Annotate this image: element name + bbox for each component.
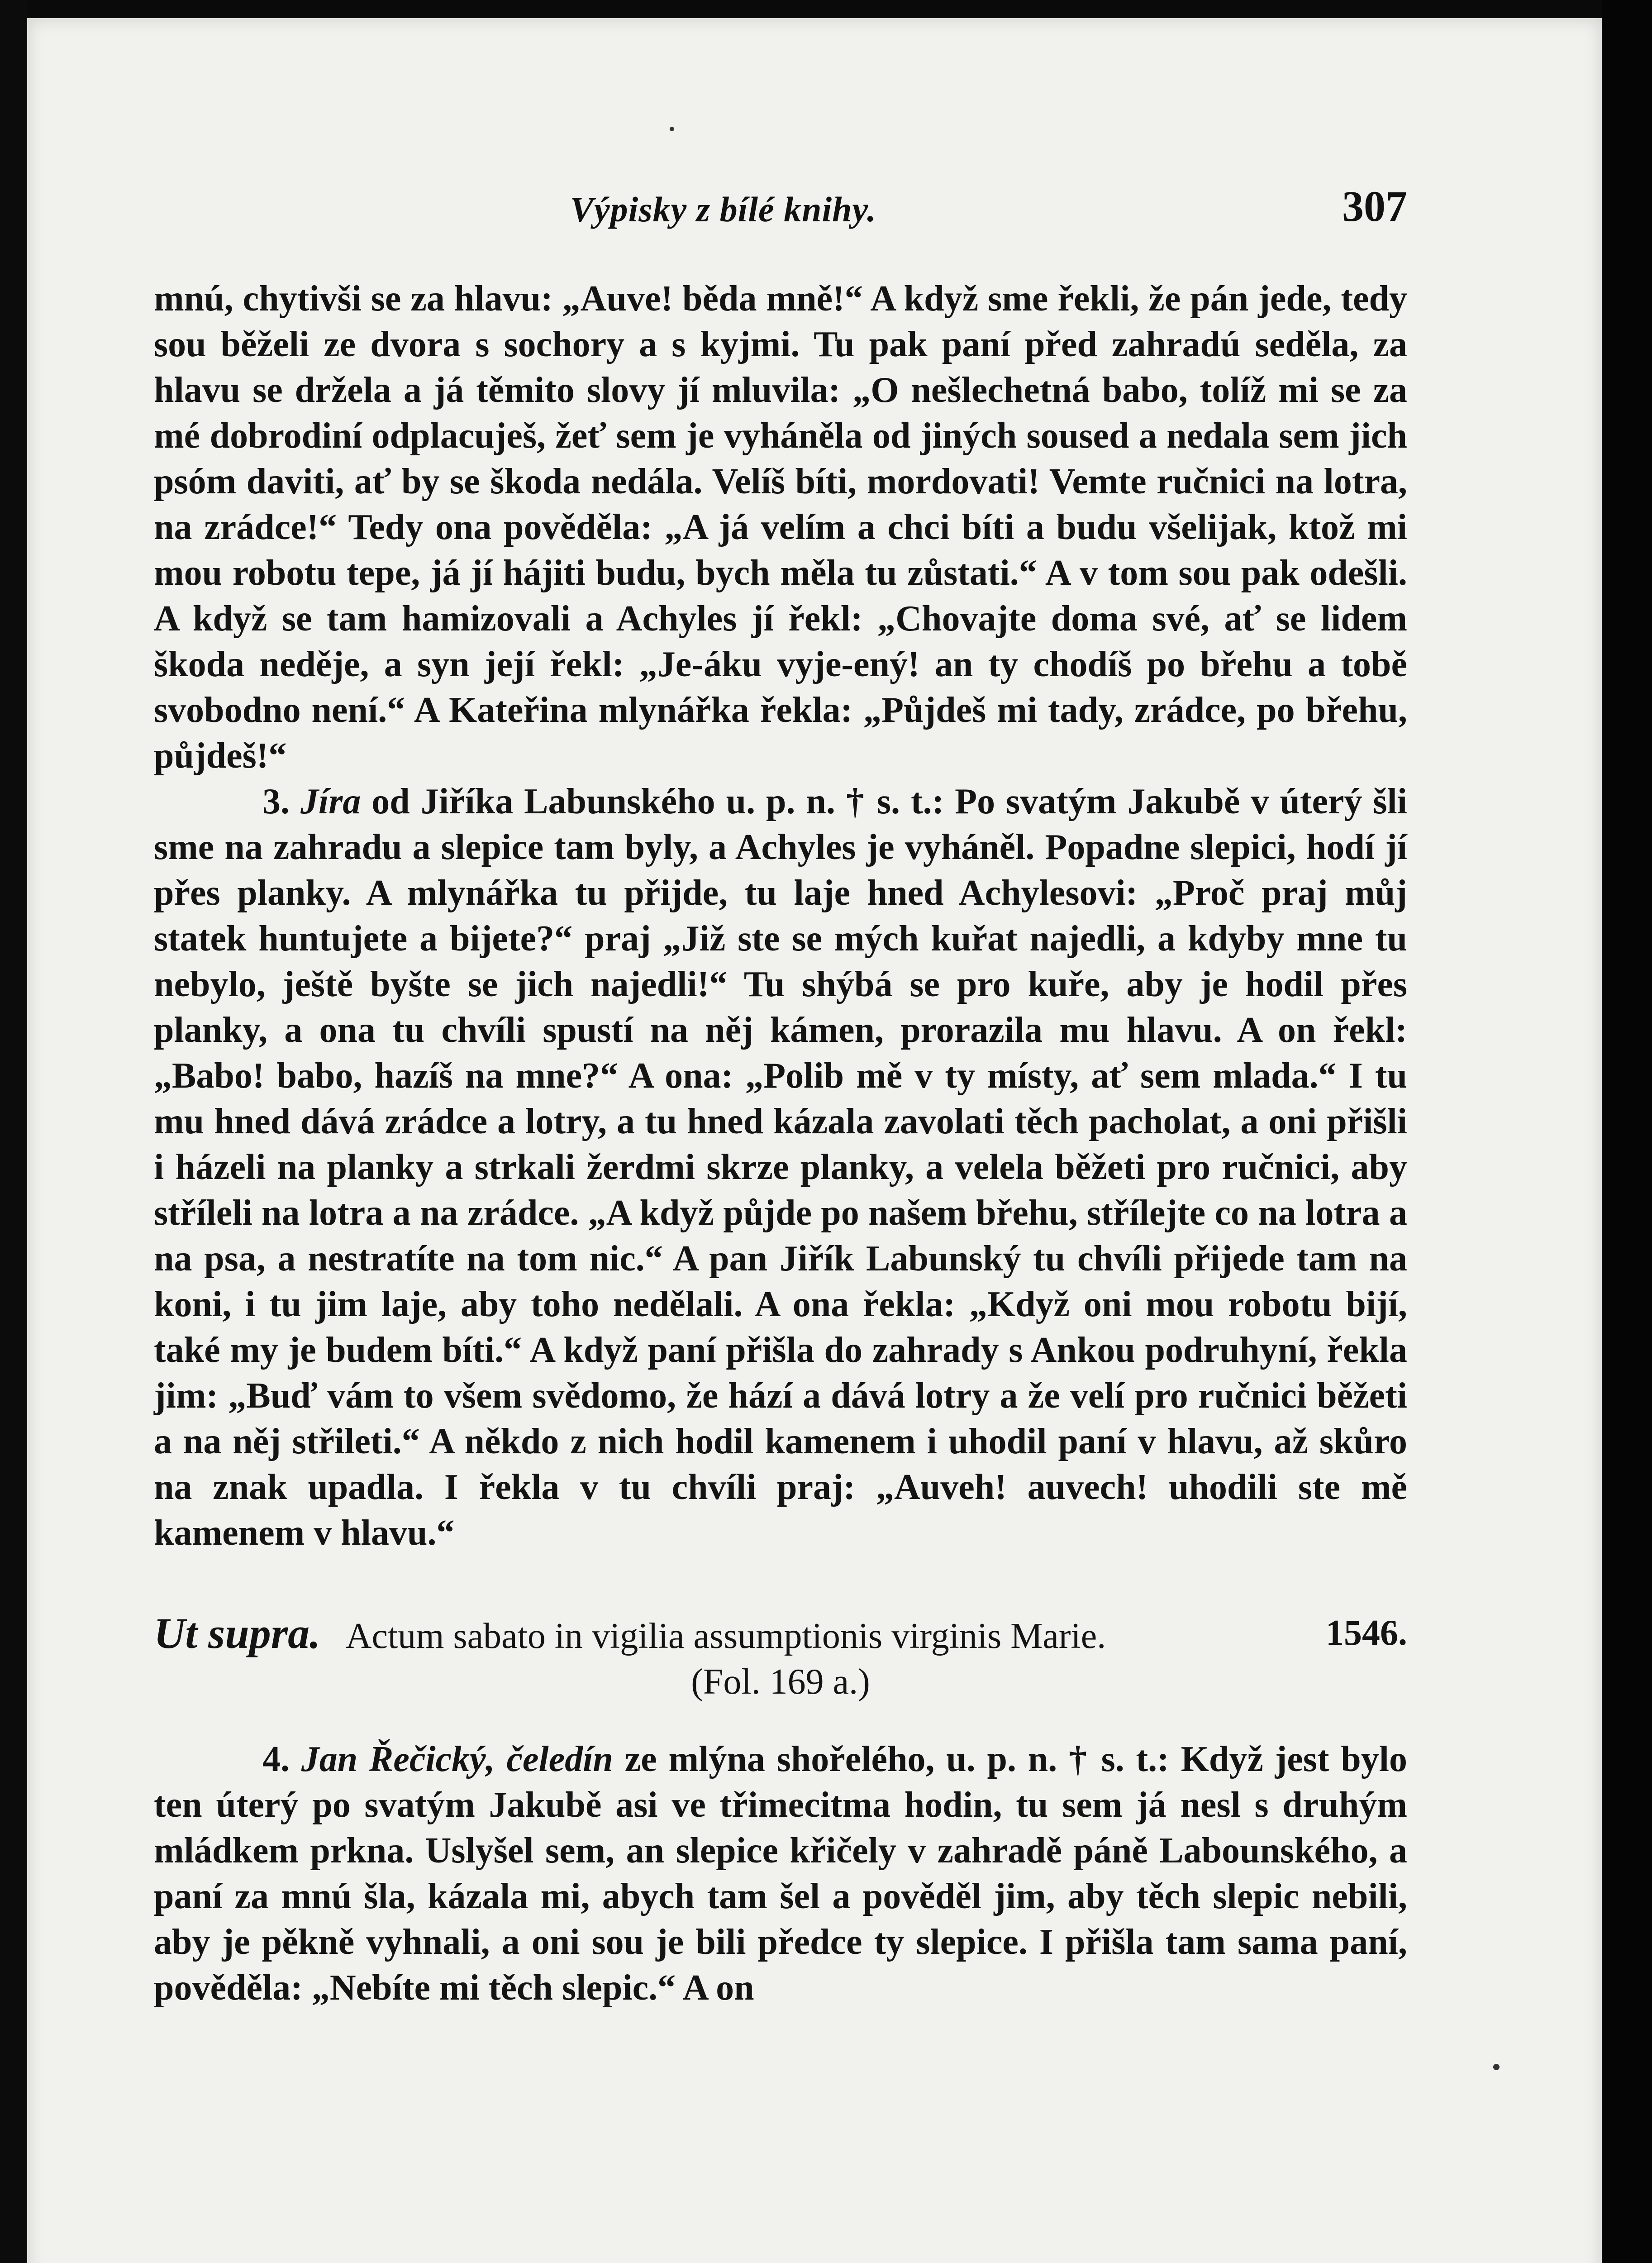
paragraph-3	[154, 779, 1407, 1556]
scan-right-edge	[1602, 0, 1652, 2263]
scan-left-edge	[0, 0, 27, 2263]
page-header	[154, 181, 1407, 235]
ut-supra-label: Ut supra.	[154, 1609, 321, 1657]
paragraph-4	[154, 1737, 1407, 2011]
paragraph-number: 3.	[262, 782, 290, 821]
page-number: 307	[1342, 182, 1407, 230]
ut-supra-text: Actum sabato in vigilia assumptionis virginis Marie.	[345, 1616, 1106, 1656]
running-title: Výpisky z bílé knihy.	[570, 190, 876, 229]
ut-supra-year: 1546.	[1326, 1613, 1407, 1653]
witness-name: Jan Řečický,	[301, 1739, 495, 1779]
witness-name: Jíra	[300, 782, 361, 821]
ut-supra-line	[154, 1610, 1407, 1659]
paragraph-continuation: mnú, chytivši se za hlavu: „Auve! běda mně!“ A když sme řekli, že pán jede, tedy sou běželi ze dvora s sochory a s kyjmi. Tu pak paní před zahradú seděla, za hlavu se držela a já těmito slovy jí mluvila: „O nešlechetná babo, tolíž mi se za mé dobrodiní odplacuješ, žeť sem je vyháněla od jiných soused a nedala sem jich psóm daviti, ať by se škoda nedála. Velíš bíti, mordovati! Vemte ručnici na lotra, na zrádce!“ Tedy ona pověděla: „A já velím a chci bíti a budu všelijak, ktož mi mou robotu tepe, já jí hájiti budu, bych měla tu zůstati.“ A v tom sou pak odešli. A když se tam hamizovali a Achyles jí řekl: „Chovajte doma své, ať se lidem škoda neděje, a syn její řekl: „Je-áku vyje-ený! an ty chodíš po břehu a tobě svobodno není.“ A Kateřina mlynářka řekla: „Půjdeš mi tady, zrádce, po břehu, půjdeš!“	[154, 279, 1407, 776]
scan-speck	[1493, 2064, 1500, 2070]
scan-speck	[670, 127, 674, 131]
page-text	[154, 276, 1407, 2011]
witness-role: čeledín	[506, 1739, 613, 1779]
paragraph-number: 4.	[262, 1739, 290, 1779]
folio-reference: (Fol. 169 a.)	[691, 1662, 870, 1702]
paragraph-text: od Jiříka Labunského u. p. n. † s. t.: Po svatým Jakubě v úterý šli sme na zahradu a slepice tam byly, a Achyles je vyháněl. Popadne slepici, hodí jí přes planky. A mlynářka tu přijde, tu laje hned Achylesovi: „Proč praj můj statek huntujete a bijete?“ praj „Již ste se mých kuřat najedli, a kdyby mne tu nebylo, ještě byšte se jich najedli!“ Tu shýbá se pro kuře, aby je hodil přes planky, a ona tu chvíli spustí na něj kámen, prorazila mu hlavu. A on řekl: „Babo! babo, hazíš na mne?“ A ona: „Polib mě v ty místy, ať sem mlada.“ I tu mu hned dává zrádce a lotry, a tu hned kázala zavolati těch pacholat, a oni přišli i házeli na planky a strkali žerdmi skrze planky, a velela běžeti pro ručnici, aby stříleli na lotra a na zrádce. „A když půjde po našem břehu, střílejte co na lotra a na psa, a nestratíte na tom nic.“ A pan Jiřík Labunský tu chvíli přijede tam na koni, i tu jim laje, aby toho nedělali. A ona řekla: „Když oni mou robotu bijí, také my je budem bíti.“ A když paní přišla do zahrady s Ankou podruhyní, řekla jim: „Buď vám to všem svědomo, že hází a dává lotry a že velí pro ručnici běžeti a na něj střileti.“ A někdo z nich hodil kamenem i uhodil paní v hlavu, až skůro na znak upadla. I řekla v tu chvíli praj: „Auveh! auvech! uhodili ste mě kamenem v hlavu.“	[154, 782, 1408, 1553]
paragraph-text: ze mlýna shořelého, u. p. n. † s. t.: Když jest bylo ten úterý po svatým Jakubě asi ve třimecitma hodin, tu sem já nesl s druhým mládkem prkna. Uslyšel sem, an slepice křičely v zahradě páně Labounského, a paní za mnú šla, kázala mi, abych tam šel a pověděl jim, aby těch slepic nebili, aby je pěkně vyhnali, a oni sou je bili předce ty slepice. I přišla tam sama paní, pověděla: „Nebíte mi těch slepic.“ A on	[154, 1739, 1408, 2008]
